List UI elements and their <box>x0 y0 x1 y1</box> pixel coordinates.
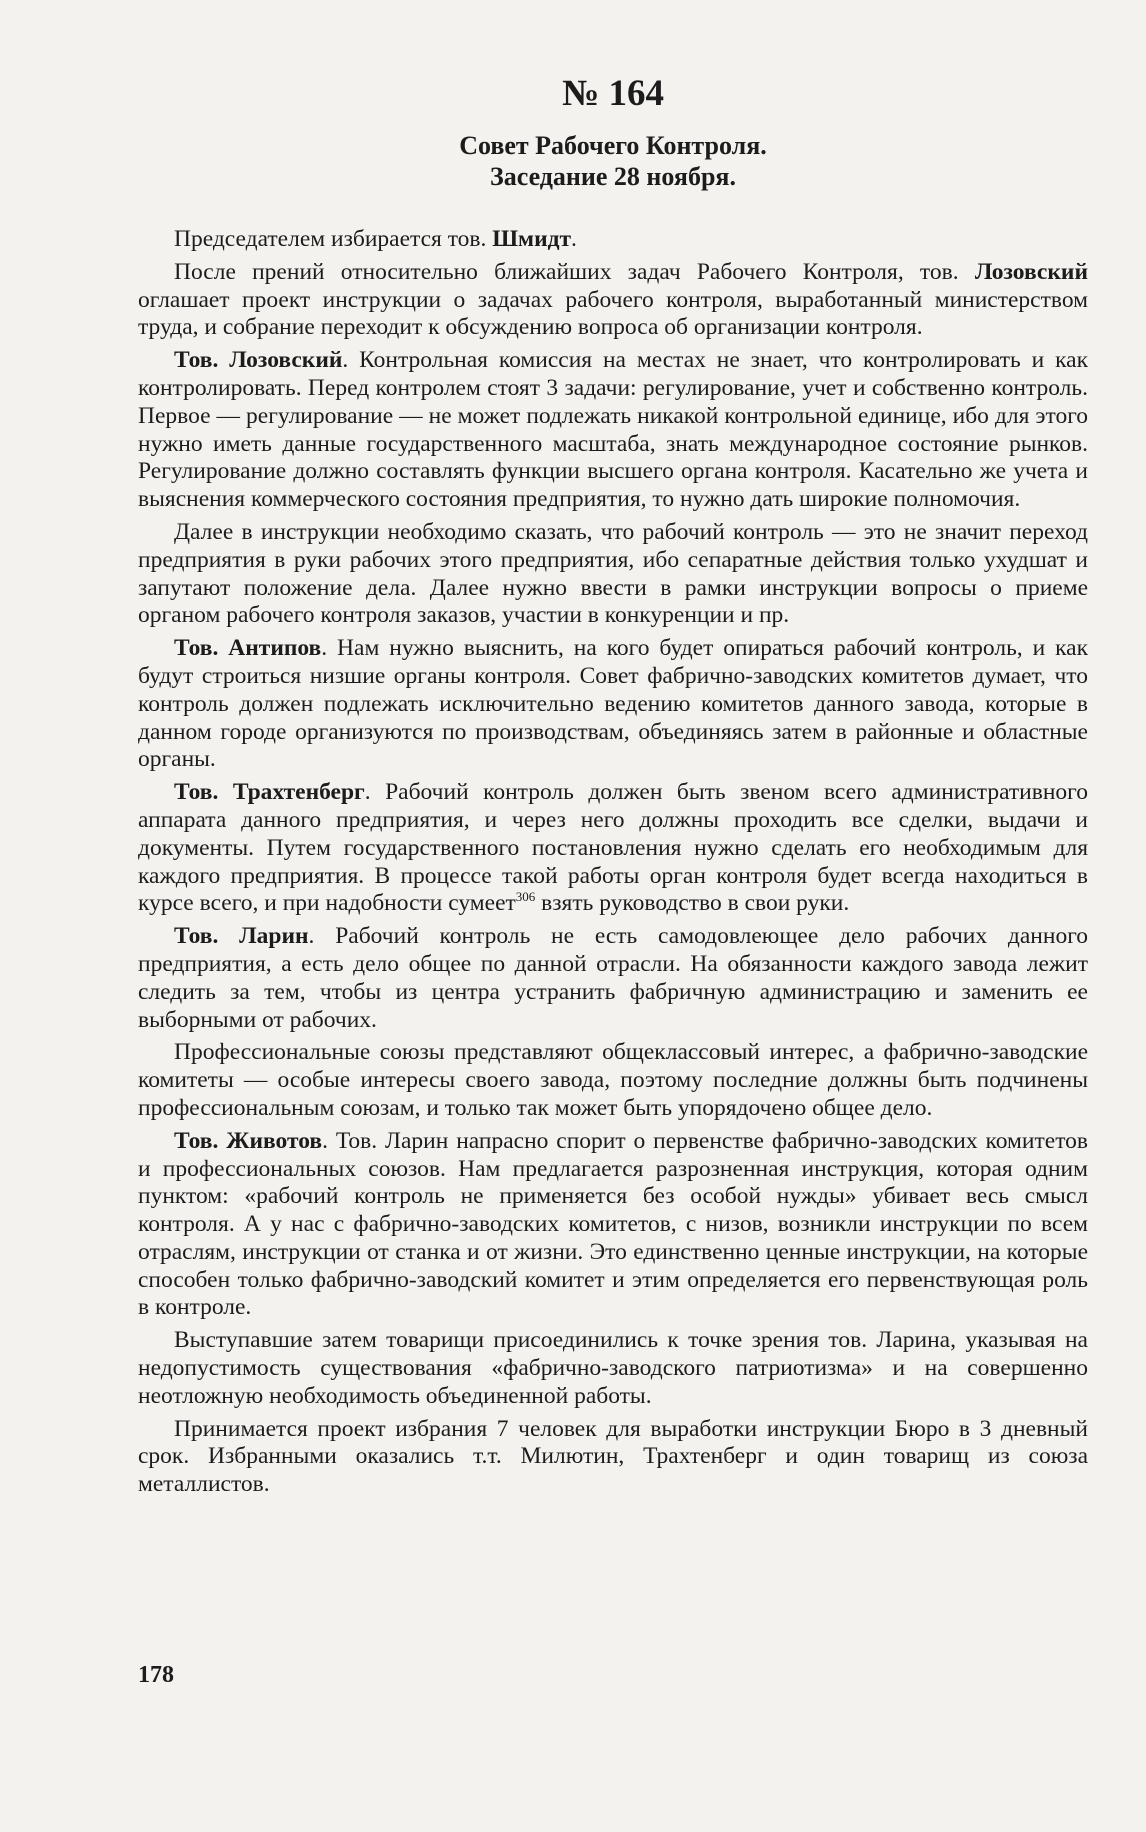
speaker-name: Тов. Ларин <box>174 923 309 950</box>
speaker-name: Тов. Трахтенберг <box>174 779 365 806</box>
speaker-name: Тов. Животов <box>174 1127 323 1154</box>
paragraph: Выступавшие затем товарищи присоединились к точке зрения тов. Ларина, указывая на недопустимость существования «фабрично-заводского патриотизма» и на совершенно неотложную необходимость объединенной работы. <box>138 1327 1088 1409</box>
document-number: № 164 <box>562 73 664 114</box>
paragraph: Тов. Лозовский. Контрольная комиссия на местах не знает, что контролировать и как контролировать. Перед контролем стоят 3 задачи: регулирование, учет и собственно контроль. Первое — регулирование — не может подлежать никакой контрольной единице, ибо для этого нужно иметь данные государственного масштаба, знать международное состояние рынков. Регулирование должно составлять функции высшего органа контроля. Касательно же учета и выяснения коммерческого состояния предприятия, то нужно дать широкие полномочия. <box>138 347 1088 513</box>
speaker-name: Тов. Лозовский <box>174 347 343 374</box>
footnote-ref[interactable]: 306 <box>515 889 536 905</box>
page-number: 178 <box>138 1662 174 1688</box>
speaker-name: Тов. Антипов <box>174 635 322 662</box>
paragraph: Председателем избирается тов. Шмидт. <box>174 226 577 252</box>
paragraph: После прений относительно ближайших задач Рабочего Контроля, тов. Лозовский оглашает проект инструкции о задачах рабочего контроля, выработанный министерством труда, и собрание переходит к обсуждению вопроса об организации контроля. <box>138 258 1088 341</box>
paragraph: Профессиональные союзы представляют общеклассовый интерес, а фабрично-заводские комитеты — особые интересы своего завода, поэтому последние должны быть подчинены профессиональным союзам, и только так может быть упорядочено общее дело. <box>138 1039 1088 1121</box>
document-title: Совет Рабочего Контроля. <box>459 131 767 160</box>
paragraph: Тов. Ларин. Рабочий контроль не есть самодовлеющее дело рабочих данного предприятия, а есть дело общее по данной отрасли. На обязанности каждого завода лежит следить за тем, чтобы из центра устранить фабричную администрацию и заменить ее выборными от рабочих. <box>138 923 1089 1033</box>
document-subtitle: Заседание 28 ноября. <box>489 162 736 191</box>
document-body <box>138 226 1088 1499</box>
paragraph: Тов. Трахтенберг. Рабочий контроль должен быть звеном всего административного аппарата данного предприятия, и через него должны проходить все сделки, выдачи и документы. Путем государственного постановления нужно сделать его необходимым для каждого предприятия. В процессе такой работы орган контроля будет всегда находиться в курсе всего, и при надобности сумеет$^{306}$ взять руководство в свои руки. <box>138 779 1088 917</box>
paragraph: Принимается проект избрания 7 человек для выработки инструкции Бюро в 3 дневный срок. Избранными оказались т.т. Милютин, Трахтенберг и один товарищ из союза металлистов. <box>138 1415 1088 1498</box>
paragraph: Тов. Антипов. Нам нужно выяснить, на кого будет опираться рабочий контроль, и как будут строиться низшие органы контроля. Совет фабрично-заводских комитетов думает, что контроль должен подлежать исключительно ведению комитетов данного завода, которые в данном городе организуются по производствам, объединяясь затем в районные и областные органы. <box>138 635 1088 773</box>
paragraph: Тов. Животов. Тов. Ларин напрасно спорит о первенстве фабрично-заводских комитетов и профессиональных союзов. Нам предлагается разрозненная инструкция, которая одним пунктом: «рабочий контроль не применяется без особой нужды» убивает весь смысл контроля. А у нас с фабрично-заводских комитетов, с низов, возникли инструкции по всем отраслям, инструкции от станка и от жизни. Это единственно ценные инструкции, на которые способен только фабрично-заводский комитет и этим определяется его первенствующая роль в контроле. <box>138 1127 1088 1321</box>
paragraph: Далее в инструкции необходимо сказать, что рабочий контроль — это не значит переход предприятия в руки рабочих этого предприятия, ибо сепаратные действия только ухудшат и запутают положение дела. Далее нужно ввести в рамки инструкции вопросы о приеме органом рабочего контроля заказов, участии в конкуренции и пр. <box>138 518 1088 629</box>
